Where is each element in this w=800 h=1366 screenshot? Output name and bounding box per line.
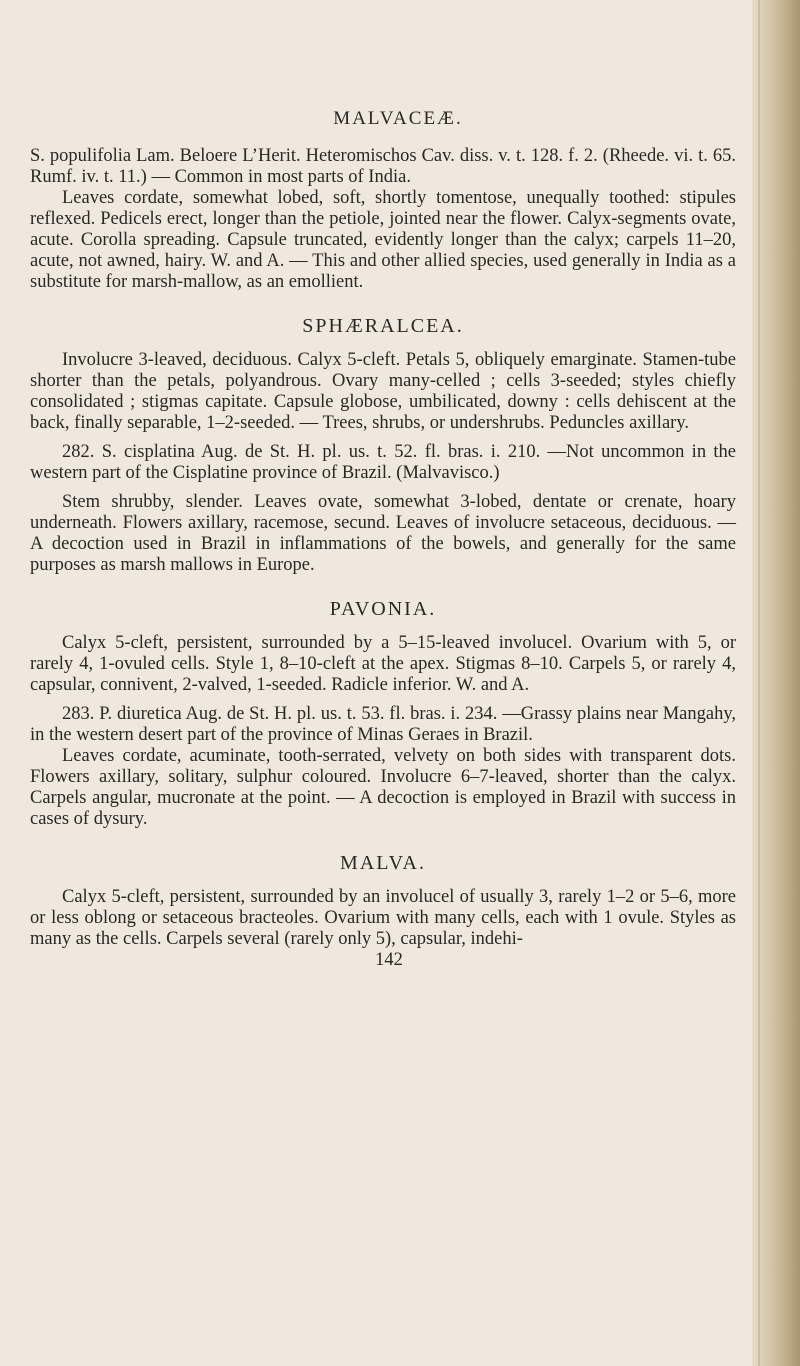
section-title-sphaeralcea: SPHÆRALCEA. <box>302 315 464 337</box>
running-head: MALVACEÆ. <box>333 108 463 129</box>
pavonia-species-description: Leaves cordate, acuminate, tooth-serrated, velvety on both sides with transparent dots. Flowers axillary, solitary, sulphur coloured. Involucre 6–7-leaved, shorter than the calyx. Carpels angular, mucronate at the point. — A decoction is employed in Brazil with success in cases of dysury. <box>30 746 736 829</box>
sphaeralcea-species-citation: 282. S. cisplatina Aug. de St. H. pl. us. t. 52. fl. bras. i. 210. —Not uncommon in the western part of the Cisplatine province of Brazil. (Malvavisco.) <box>30 442 736 483</box>
book-spine-edge <box>752 0 800 1366</box>
entry-populifolia-citation: S. populifolia Lam. Beloere L’Herit. Heteromischos Cav. diss. v. t. 128. f. 2. (Rheede. vi. t. 65. Rumf. iv. t. 11.) — Common in most parts of India. <box>30 146 736 187</box>
page-number: 142 <box>375 950 403 970</box>
malva-genus-description: Calyx 5-cleft, persistent, surrounded by an involucel of usually 3, rarely 1–2 or 5–6, more or less oblong or setaceous bracteoles. Ovarium with many cells, each with 1 ovule. Styles as many as the cells. Carpels several (rarely only 5), capsular, indehi- <box>30 887 736 949</box>
section-title-pavonia: PAVONIA. <box>329 598 437 620</box>
pavonia-genus-description: Calyx 5-cleft, persistent, surrounded by a 5–15-leaved involucel. Ovarium with 5, or rarely 4, 1-ovuled cells. Style 1, 8–10-cleft at the apex. Stigmas 8–10. Carpels 5, or rarely 4, capsular, connivent, 2-valved, 1-seeded. Radicle inferior. W. and A. <box>30 633 736 695</box>
entry-populifolia-description: Leaves cordate, somewhat lobed, soft, shortly tomentose, unequally toothed: stipules reflexed. Pedicels erect, longer than the petiole, jointed near the flower. Calyx-segments ovate, acute. Corolla spreading. Capsule truncated, evidently longer than the calyx; carpels 11–20, acute, not awned, hairy. W. and A. — This and other allied species, used generally in India as a substitute for marsh-mallow, as an emollient. <box>30 188 736 292</box>
pavonia-species-citation: 283. P. diuretica Aug. de St. H. pl. us. t. 53. fl. bras. i. 234. —Grassy plains near Mangahy, in the western desert part of the province of Minas Geraes in Brazil. <box>30 704 736 745</box>
sphaeralcea-species-description: Stem shrubby, slender. Leaves ovate, somewhat 3-lobed, dentate or crenate, hoary underneath. Flowers axillary, racemose, secund. Leaves of involucre setaceous, deciduous. — A decoction used in Brazil in inflammations of the bowels, and generally for the same purposes as marsh mallows in Europe. <box>30 492 736 575</box>
page-edge-line <box>758 0 760 1366</box>
section-title-malva: MALVA. <box>340 852 426 874</box>
page-content <box>30 108 736 971</box>
sphaeralcea-genus-description: Involucre 3-leaved, deciduous. Calyx 5-cleft. Petals 5, obliquely emarginate. Stamen-tube shorter than the petals, polyandrous. Ovary many-celled ; cells 3-seeded; styles chiefly consolidated ; stigmas capitate. Capsule globose, umbilicated, downy : cells dehiscent at the back, finally separable, 1–2-seeded. — Trees, shrubs, or undershrubs. Peduncles axillary. <box>30 350 736 433</box>
